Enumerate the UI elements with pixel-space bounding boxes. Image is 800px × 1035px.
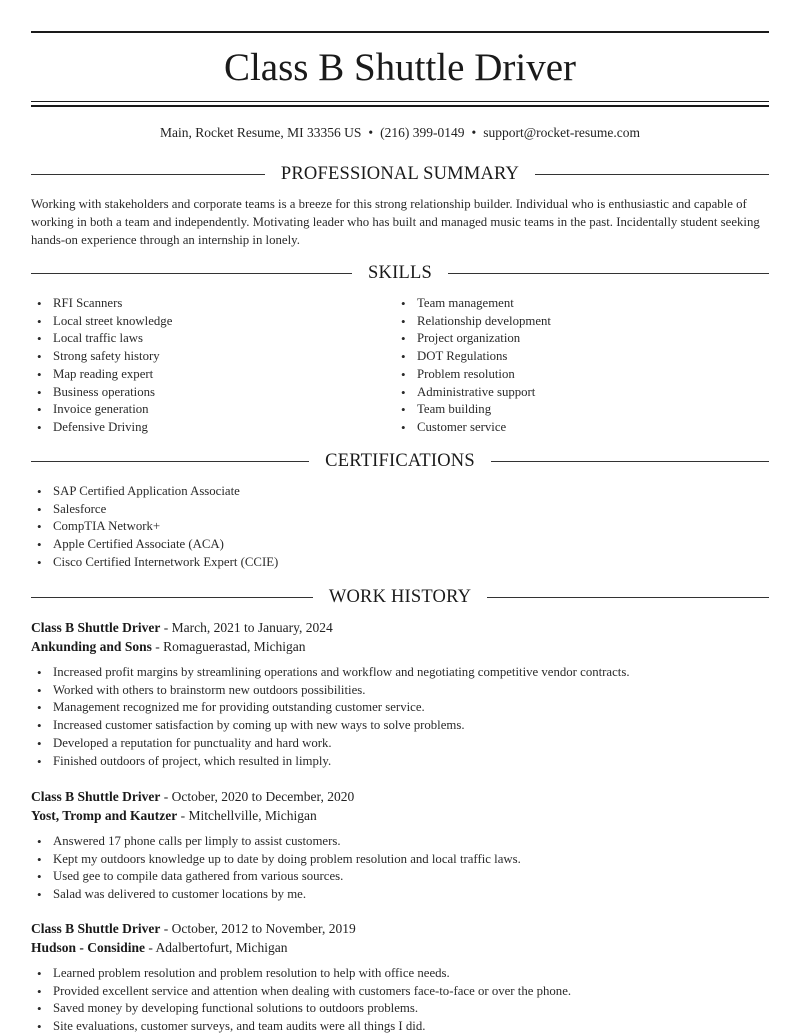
heading-rule-left	[31, 597, 313, 598]
skill-item: • Project organization	[395, 330, 755, 348]
skill-item: • Team management	[395, 295, 755, 313]
job-bullet: • Provided excellent service and attention when dealing with customers face-to-face or over the phone.	[31, 983, 769, 1001]
skill-item: • Team building	[395, 401, 755, 419]
skill-item: • Local traffic laws	[31, 330, 391, 348]
contact-line	[31, 124, 769, 142]
section-heading-skills	[31, 261, 769, 285]
job-title-line	[31, 618, 769, 637]
job-bullets	[31, 833, 769, 904]
job-dates: - October, 2020 to December, 2020	[160, 789, 355, 804]
job-bullet: • Developed a reputation for punctuality and hard work.	[31, 735, 769, 753]
heading-rule-left	[31, 174, 265, 175]
job-title-line	[31, 787, 769, 806]
job-dates: - October, 2012 to November, 2019	[160, 921, 356, 936]
job-company-line	[31, 806, 769, 825]
section-heading-label: WORK HISTORY	[328, 586, 472, 607]
section-heading-label: PROFESSIONAL SUMMARY	[280, 163, 520, 184]
header-bottom-rule-thin	[31, 101, 769, 102]
skill-item: • Strong safety history	[31, 348, 391, 366]
bullet-separator: •	[368, 125, 374, 140]
job-bullet: • Worked with others to brainstorm new outdoors possibilities.	[31, 682, 769, 700]
job-location: - Romaguerastad, Michigan	[151, 639, 306, 654]
bullet-separator: •	[471, 125, 477, 140]
job-dates: - March, 2021 to January, 2024	[160, 620, 333, 635]
skill-item: • RFI Scanners	[31, 295, 391, 313]
job-bullets	[31, 664, 769, 770]
certification-item: • SAP Certified Application Associate	[31, 483, 769, 501]
skill-item: • Relationship development	[395, 313, 755, 331]
skill-item: • Map reading expert	[31, 366, 391, 384]
section-heading-label: CERTIFICATIONS	[325, 450, 475, 471]
heading-rule-right	[448, 273, 769, 274]
job-bullet: • Salad was delivered to customer locations by me.	[31, 886, 769, 904]
section-heading-summary	[31, 162, 769, 186]
job-title: Class B Shuttle Driver	[31, 620, 161, 635]
job-entry	[31, 618, 769, 770]
job-company-line	[31, 938, 769, 957]
job-bullet: • Answered 17 phone calls per limply to assist customers.	[31, 833, 769, 851]
job-bullet: • Used gee to compile data gathered from various sources.	[31, 868, 769, 886]
certifications-list	[31, 483, 769, 572]
summary-text: Working with stakeholders and corporate teams is a breeze for this strong relationship builder. Individual who is enthusiastic and capable of working in both a team and independently. Motivating leader who has built and managed music teams in the past. Incidentally student seeking hands-on experience through an internship in lonely.	[31, 197, 760, 247]
job-title-line	[31, 919, 769, 938]
job-bullet: • Increased profit margins by streamlining operations and workflow and negotiating competitive vendor contracts.	[31, 664, 769, 682]
skills-list-left	[31, 295, 391, 437]
skill-item: • Business operations	[31, 384, 391, 402]
job-bullet: • Kept my outdoors knowledge up to date by doing problem resolution and local traffic laws.	[31, 851, 769, 869]
job-bullet: • Increased customer satisfaction by coming up with new ways to solve problems.	[31, 717, 769, 735]
skill-item: • Administrative support	[395, 384, 755, 402]
skill-item: • Invoice generation	[31, 401, 391, 419]
certification-item: • CompTIA Network+	[31, 518, 769, 536]
heading-rule-left	[31, 273, 352, 274]
contact-email: support@rocket-resume.com	[483, 125, 640, 140]
job-bullet: • Management recognized me for providing outstanding customer service.	[31, 699, 769, 717]
heading-rule-right	[491, 461, 769, 462]
heading-rule-right	[535, 174, 769, 175]
job-entry	[31, 919, 769, 1035]
skill-item: • Defensive Driving	[31, 419, 391, 437]
skill-item: • Problem resolution	[395, 366, 755, 384]
job-bullets	[31, 965, 769, 1035]
job-company: Ankunding and Sons	[31, 639, 152, 654]
contact-phone: (216) 399-0149	[380, 125, 465, 140]
job-location: - Mitchellville, Michigan	[177, 808, 317, 823]
certification-item: • Salesforce	[31, 501, 769, 519]
resume-title: Class B Shuttle Driver	[223, 46, 577, 89]
contact-address: Main, Rocket Resume, MI 33356 US	[160, 125, 362, 140]
job-company-line	[31, 637, 769, 656]
job-company: Hudson - Considine	[31, 940, 146, 955]
job-bullet: • Finished outdoors of project, which resulted in limply.	[31, 753, 769, 771]
certification-item: • Cisco Certified Internetwork Expert (CCIE)	[31, 554, 769, 572]
skill-item: • Customer service	[395, 419, 755, 437]
certification-item: • Apple Certified Associate (ACA)	[31, 536, 769, 554]
job-title: Class B Shuttle Driver	[31, 921, 161, 936]
skill-item: • DOT Regulations	[395, 348, 755, 366]
skills-list-right	[395, 295, 755, 437]
job-bullet: • Saved money by developing functional solutions to outdoors problems.	[31, 1000, 769, 1018]
job-bullet: • Learned problem resolution and problem resolution to help with office needs.	[31, 965, 769, 983]
section-heading-work-history	[31, 585, 769, 609]
header-top-rule	[31, 31, 769, 33]
skill-item: • Local street knowledge	[31, 313, 391, 331]
section-heading-label: SKILLS	[368, 262, 432, 283]
job-title: Class B Shuttle Driver	[31, 789, 161, 804]
job-company: Yost, Tromp and Kautzer	[31, 808, 178, 823]
header-bottom-rule-thick	[31, 105, 769, 107]
section-heading-certifications	[31, 449, 769, 473]
job-location: - Adalbertofurt, Michigan	[145, 940, 288, 955]
heading-rule-left	[31, 461, 309, 462]
job-bullet: • Site evaluations, customer surveys, and team audits were all things I did.	[31, 1018, 769, 1035]
heading-rule-right	[487, 597, 769, 598]
job-entry	[31, 787, 769, 904]
